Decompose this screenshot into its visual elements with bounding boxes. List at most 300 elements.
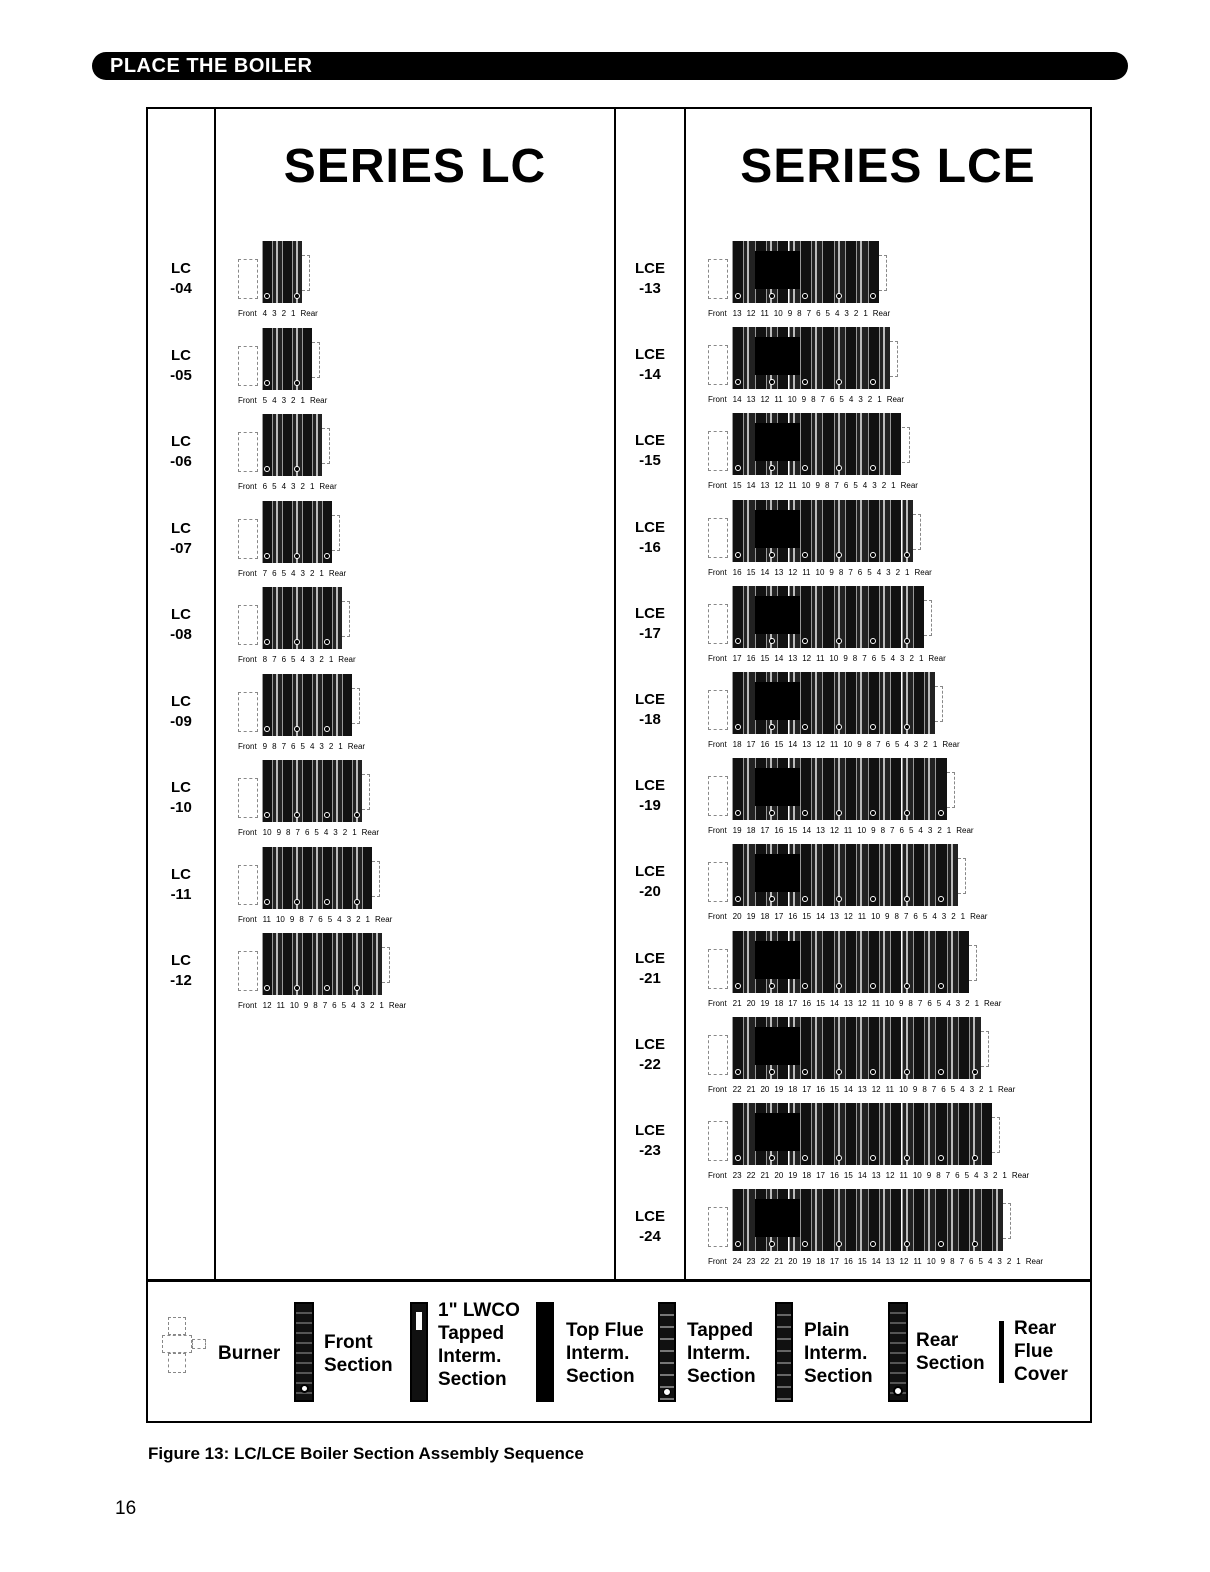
sequence-number: 15	[788, 826, 798, 836]
sequence-number: 12	[262, 1001, 272, 1010]
sequence-rear-label: Rear	[374, 914, 393, 924]
sequence-front-label: Front	[708, 1171, 727, 1180]
sequence-number: 8	[950, 1257, 955, 1267]
sequence-number: 11	[788, 481, 797, 491]
lc-model-label: LC -12	[170, 952, 192, 989]
boiler-section	[890, 672, 901, 734]
sequence-rear-label: Rear	[347, 741, 366, 751]
sequence-front-label: Front	[708, 567, 727, 577]
rear-flue-cover-icon	[312, 342, 320, 378]
sequence-number: 8	[852, 653, 858, 663]
tapping-dot	[735, 983, 741, 989]
tapping-dot	[972, 1155, 978, 1161]
sequence-number: 19	[802, 1257, 812, 1267]
boiler-section	[302, 847, 312, 909]
sequence-number: 2	[1006, 1257, 1012, 1267]
sequence-front-label: Front	[238, 309, 257, 318]
section-sequence-row	[238, 828, 385, 837]
sequence-number: 18	[816, 1257, 826, 1267]
sequence-number: 3	[941, 912, 947, 922]
legend-tapped-section: Tapped Interm. Section	[687, 1320, 756, 1387]
sequence-number: 1	[338, 741, 343, 751]
legend-top-flue-section: Top Flue Interm. Section	[566, 1320, 644, 1387]
boiler-section	[822, 413, 833, 475]
burner-icon	[238, 778, 258, 818]
burner-icon	[708, 690, 728, 730]
section-sequence-row	[238, 396, 333, 405]
tapping-dot	[324, 639, 330, 645]
sequence-front-label: Front	[708, 481, 727, 491]
sequence-number: 11	[857, 912, 867, 922]
rear-flue-cover-icon	[992, 1117, 1000, 1153]
section-sequence-row	[708, 1085, 1021, 1094]
boiler-section	[924, 931, 935, 993]
sequence-number: 3	[955, 998, 961, 1008]
boiler-section	[856, 1017, 867, 1079]
boiler-section	[845, 586, 856, 648]
sequence-number: 24	[732, 1257, 742, 1267]
sequence-number: 6	[816, 309, 821, 318]
boiler-section	[302, 414, 312, 476]
sequence-number: 10	[801, 481, 811, 491]
sequence-number: 13	[843, 998, 853, 1008]
sequence-number: 15	[746, 567, 756, 577]
sequence-number: 11	[885, 1084, 894, 1094]
section-sequence-row	[238, 1001, 412, 1010]
sequence-number: 4	[974, 1171, 979, 1180]
sequence-number: 8	[262, 655, 268, 664]
sequence-number: 4	[834, 309, 840, 318]
sequence-number: 2	[881, 481, 887, 491]
lc-model-label: LC -05	[170, 346, 192, 384]
sequence-number: 3	[997, 1257, 1002, 1267]
sequence-number: 10	[912, 1171, 922, 1180]
boiler-section	[913, 1189, 924, 1251]
sequence-rear-label: Rear	[970, 912, 988, 922]
sequence-front-label: Front	[238, 482, 257, 491]
section-sequence-row	[708, 395, 910, 404]
tapping-dot	[904, 983, 910, 989]
sequence-number: 3	[360, 1001, 365, 1010]
sequence-number: 5	[853, 481, 858, 491]
rear-flue-cover-icon	[999, 1321, 1004, 1383]
sequence-number: 15	[857, 1257, 867, 1267]
boiler-section	[822, 327, 833, 389]
tapping-dot	[354, 899, 360, 905]
sequence-number: 2	[328, 741, 334, 751]
tapping-dot	[769, 638, 775, 644]
sequence-number: 10	[829, 653, 839, 663]
sequence-number: 10	[275, 914, 285, 924]
boiler-section	[924, 672, 935, 734]
sequence-number: 16	[843, 1257, 853, 1267]
sequence-rear-label: Rear	[388, 1001, 407, 1010]
sequence-number: 7	[862, 653, 867, 663]
sequence-number: 3	[333, 828, 338, 837]
sequence-number: 4	[291, 568, 296, 578]
lc-model-label: LC -04	[170, 260, 192, 297]
sequence-rear-label: Rear	[997, 1084, 1016, 1094]
sequence-number: 5	[922, 912, 928, 922]
tapping-dot	[735, 638, 741, 644]
sequence-number: 5	[908, 826, 914, 836]
boiler-section	[947, 931, 958, 993]
section-sequence-row	[238, 742, 371, 751]
tapping-dot	[294, 553, 300, 559]
boiler-section	[879, 758, 890, 820]
sequence-front-label: Front	[708, 1084, 727, 1094]
boiler-section	[811, 844, 822, 906]
sequence-number: 13	[802, 740, 812, 749]
sequence-front-label: Front	[708, 740, 727, 749]
burner-icon	[708, 1207, 728, 1247]
sequence-number: 3	[309, 655, 315, 664]
sequence-number: 6	[843, 481, 849, 491]
sequence-number: 4	[300, 655, 305, 664]
sequence-number: 11	[774, 395, 783, 405]
sequence-number: 2	[965, 998, 970, 1008]
sequence-number: 12	[843, 912, 853, 922]
sequence-number: 6	[272, 568, 277, 578]
boiler-section	[312, 587, 322, 649]
lce-model-label: LCE -16	[635, 518, 665, 556]
lce-model-label: LCE -19	[635, 777, 665, 815]
burner-icon	[238, 951, 258, 991]
sequence-number: 5	[881, 653, 886, 663]
boiler-section	[856, 241, 867, 303]
sequence-number: 12	[899, 1257, 909, 1267]
sequence-number: 18	[746, 826, 756, 836]
boiler-section	[913, 672, 924, 734]
boiler-section	[312, 933, 322, 995]
boiler-section	[743, 1103, 754, 1165]
sequence-number: 9	[843, 653, 848, 663]
sequence-number: 11	[276, 1001, 285, 1010]
sequence-number: 1	[379, 1001, 384, 1010]
sequence-number: 15	[760, 653, 770, 663]
legend-lwco-section: 1" LWCO Tapped Interm. Section	[438, 1300, 520, 1390]
sequence-number: 14	[830, 998, 839, 1008]
sequence-front-label: Front	[238, 914, 257, 924]
sequence-number: 5	[300, 741, 305, 751]
sequence-number: 5	[950, 1084, 956, 1094]
boiler-section	[342, 933, 352, 995]
boiler-section	[282, 501, 292, 563]
sequence-number: 12	[760, 395, 770, 405]
boiler-section	[924, 758, 935, 820]
sequence-number: 11	[262, 914, 271, 924]
sequence-number: 15	[802, 912, 812, 922]
boiler-section	[856, 1103, 867, 1165]
section-sequence-row	[708, 826, 980, 835]
sequence-number: 19	[746, 912, 756, 922]
legend-burner-label: Burner	[218, 1343, 281, 1364]
sequence-number: 16	[732, 567, 742, 577]
boiler-section	[822, 586, 833, 648]
sequence-rear-label: Rear	[300, 309, 318, 318]
burner-icon	[708, 345, 728, 385]
boiler-section	[845, 241, 856, 303]
tapping-dot	[735, 293, 741, 299]
sequence-number: 4	[918, 826, 923, 836]
sequence-number: 1	[932, 740, 938, 749]
tapping-dot	[324, 812, 330, 818]
boiler-section	[282, 760, 292, 822]
rear-flue-cover-icon	[322, 428, 330, 464]
lc-model-label: LC -06	[170, 433, 192, 470]
sequence-number: 5	[262, 395, 268, 405]
boiler-section	[811, 586, 822, 648]
sequence-number: 8	[838, 567, 844, 577]
boiler-section	[743, 586, 754, 648]
boiler-section	[856, 931, 867, 993]
sequence-number: 4	[862, 481, 868, 491]
tapping-dot	[735, 379, 741, 385]
sequence-number: 6	[955, 1171, 960, 1180]
sequence-number: 6	[941, 1084, 946, 1094]
sequence-number: 12	[802, 653, 812, 663]
sequence-number: 9	[926, 1171, 932, 1180]
tapping-dot	[324, 899, 330, 905]
tapping-dot	[769, 552, 775, 558]
tapping-dot	[294, 985, 300, 991]
boiler-section	[272, 501, 282, 563]
sequence-number: 5	[867, 567, 872, 577]
sequence-number: 6	[829, 395, 835, 405]
burner-icon	[708, 1121, 728, 1161]
sequence-number: 7	[262, 568, 268, 578]
boiler-section	[890, 931, 901, 993]
sequence-number: 11	[913, 1257, 922, 1267]
sequence-number: 4	[904, 740, 909, 749]
sequence-number: 4	[890, 653, 896, 663]
sequence-front-label: Front	[238, 828, 257, 837]
boiler-section	[302, 587, 312, 649]
sequence-number: 8	[894, 912, 899, 922]
sequence-number: 5	[825, 309, 830, 318]
boiler-section	[890, 1103, 901, 1165]
top-flue-block	[755, 337, 800, 375]
boiler-section	[879, 931, 890, 993]
boiler-section	[743, 500, 754, 562]
boiler-section	[282, 328, 292, 390]
sequence-front-label: Front	[708, 998, 727, 1008]
boiler-section	[282, 847, 292, 909]
sequence-number: 6	[857, 567, 863, 577]
sequence-number: 21	[760, 1171, 770, 1180]
sequence-number: 8	[936, 1171, 941, 1180]
sequence-rear-label: Rear	[900, 481, 918, 491]
sequence-number: 7	[295, 828, 300, 837]
boiler-section	[913, 1017, 924, 1079]
sequence-rear-label: Rear	[1011, 1171, 1030, 1180]
sequence-number: 11	[899, 1171, 908, 1180]
sequence-number: 5	[978, 1257, 983, 1267]
tapping-dot	[735, 1241, 741, 1247]
boiler-section	[342, 674, 352, 736]
tapping-dot	[354, 812, 360, 818]
sequence-number: 10	[857, 826, 867, 836]
boiler-section	[822, 241, 833, 303]
sequence-number: 3	[300, 568, 305, 578]
sequence-number: 8	[299, 914, 304, 924]
burner-icon	[708, 518, 728, 558]
sequence-number: 16	[830, 1171, 839, 1180]
sequence-number: 2	[867, 395, 873, 405]
boiler-section	[879, 1103, 890, 1165]
sequence-number: 1	[1002, 1171, 1007, 1180]
tapping-dot	[294, 812, 300, 818]
legend-rear-flue-cover: Rear Flue Cover	[1014, 1318, 1068, 1385]
rear-flue-cover-icon	[302, 255, 310, 291]
boiler-section	[272, 933, 282, 995]
lc-model-label: LC -10	[170, 779, 192, 816]
sequence-number: 2	[300, 482, 305, 491]
sequence-number: 9	[898, 998, 904, 1008]
boiler-section	[879, 586, 890, 648]
burner-icon	[238, 432, 258, 472]
sequence-number: 3	[969, 1084, 975, 1094]
tapping-dot	[264, 553, 270, 559]
lwco-section-icon	[410, 1302, 428, 1402]
sequence-number: 9	[857, 740, 862, 749]
sequence-number: 19	[774, 1084, 784, 1094]
sequence-number: 8	[880, 826, 886, 836]
boiler-section	[272, 587, 282, 649]
sequence-number: 13	[732, 309, 742, 318]
sequence-number: 14	[732, 395, 742, 405]
boiler-section	[272, 847, 282, 909]
sequence-number: 7	[820, 395, 825, 405]
sequence-number: 17	[760, 826, 770, 836]
boiler-section	[811, 327, 822, 389]
assembly-sequence-figure	[146, 107, 1092, 1423]
sequence-number: 11	[760, 309, 769, 318]
boiler-section	[282, 414, 292, 476]
tapping-dot	[735, 1069, 741, 1075]
sequence-number: 16	[774, 826, 784, 836]
sequence-number: 1	[309, 482, 315, 491]
rear-flue-cover-icon	[969, 945, 977, 981]
sequence-number: 8	[866, 740, 872, 749]
rear-flue-cover-icon	[947, 772, 955, 808]
boiler-section	[822, 1017, 833, 1079]
sequence-front-label: Front	[238, 741, 257, 751]
boiler-section	[856, 758, 867, 820]
sequence-front-label: Front	[708, 395, 727, 405]
sequence-number: 2	[895, 567, 901, 577]
boiler-section	[822, 844, 833, 906]
sequence-number: 21	[732, 998, 742, 1008]
sequence-number: 6	[885, 740, 891, 749]
sequence-number: 13	[871, 1171, 881, 1180]
tapping-dot	[294, 726, 300, 732]
sequence-number: 9	[829, 567, 834, 577]
sequence-number: 5	[341, 1001, 347, 1010]
burner-icon	[708, 776, 728, 816]
sequence-number: 3	[281, 395, 287, 405]
boiler-section	[845, 1017, 856, 1079]
sequence-front-label: Front	[708, 1257, 727, 1267]
boiler-section	[913, 931, 924, 993]
tapping-dot	[735, 724, 741, 730]
tapping-dot	[324, 553, 330, 559]
boiler-section	[879, 1189, 890, 1251]
sequence-number: 6	[304, 828, 310, 837]
boiler-section	[924, 1189, 935, 1251]
boiler-section	[811, 413, 822, 475]
sequence-number: 6	[969, 1257, 974, 1267]
sequence-number: 9	[871, 826, 876, 836]
tapping-dot	[870, 552, 876, 558]
boiler-section	[743, 413, 754, 475]
sequence-number: 6	[871, 653, 877, 663]
sequence-number: 2	[979, 1084, 984, 1094]
sequence-rear-label: Rear	[328, 568, 347, 578]
sequence-number: 14	[802, 826, 812, 836]
sequence-number: 13	[788, 653, 798, 663]
tapping-dot	[735, 552, 741, 558]
boiler-section	[913, 586, 924, 648]
sequence-number: 11	[802, 567, 811, 577]
sequence-number: 14	[871, 1257, 881, 1267]
sequence-front-label: Front	[238, 395, 257, 405]
boiler-section	[822, 1103, 833, 1165]
tapping-dot	[294, 293, 300, 299]
burner-icon	[238, 692, 258, 732]
sequence-number: 4	[932, 912, 937, 922]
sequence-number: 6	[332, 1001, 337, 1010]
rear-flue-cover-icon	[372, 861, 380, 897]
boiler-section	[282, 674, 292, 736]
boiler-section	[743, 672, 754, 734]
boiler-section	[743, 931, 754, 993]
boiler-section	[958, 1189, 969, 1251]
section-sequence-row	[708, 481, 924, 490]
sequence-rear-label: Rear	[1025, 1257, 1044, 1267]
section-sequence-row	[708, 1171, 1035, 1180]
sequence-number: 13	[746, 395, 756, 405]
sequence-number: 5	[327, 914, 333, 924]
sequence-number: 4	[262, 309, 268, 318]
rear-flue-cover-icon	[981, 1031, 989, 1067]
sequence-number: 7	[806, 309, 812, 318]
boiler-section	[342, 847, 352, 909]
boiler-section	[362, 847, 372, 909]
boiler-section	[890, 844, 901, 906]
burner-icon	[238, 346, 258, 386]
boiler-section	[924, 1103, 935, 1165]
section-sequence-row	[708, 912, 993, 921]
sequence-number: 4	[323, 828, 329, 837]
top-flue-block	[755, 510, 800, 548]
boiler-section	[811, 241, 822, 303]
top-flue-block	[755, 251, 800, 289]
sequence-number: 4	[337, 914, 342, 924]
burner-icon	[238, 519, 258, 559]
boiler-section	[272, 760, 282, 822]
sequence-number: 7	[890, 826, 895, 836]
sequence-number: 20	[746, 998, 756, 1008]
sequence-number: 7	[959, 1257, 965, 1267]
sequence-number: 18	[774, 998, 784, 1008]
sequence-number: 16	[802, 998, 812, 1008]
sequence-number: 3	[872, 481, 877, 491]
tapping-dot	[769, 1069, 775, 1075]
boiler-section	[947, 1017, 958, 1079]
tapping-dot	[294, 639, 300, 645]
sequence-number: 2	[992, 1171, 998, 1180]
